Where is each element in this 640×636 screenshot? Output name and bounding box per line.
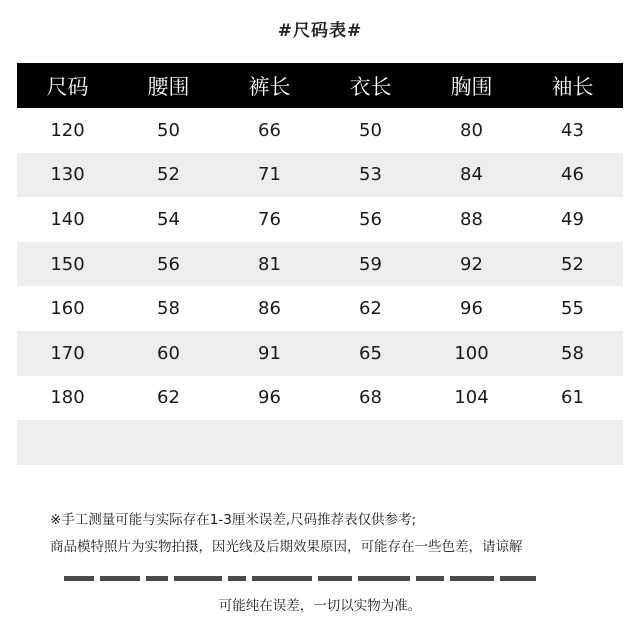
table-cell: 76 [258,208,281,230]
table-cell: 100 [454,342,489,364]
table-header-row [17,63,623,108]
disclaimer-note: 可能纯在误差，一切以实物为准。 [218,598,422,614]
table-cell: 52 [561,253,584,275]
table-cell: 180 [50,387,85,409]
table-cell: 81 [258,253,281,275]
table-cell: 84 [460,164,483,186]
header-cell-pants-length: 裤长 [248,74,291,99]
table-cell: 92 [460,253,483,275]
table-cell: 60 [157,342,180,364]
page-title: #尺码表# [277,21,363,41]
table-cell: 50 [157,119,180,141]
table-cell: 160 [50,298,85,320]
table-row [17,153,623,198]
table-cell: 58 [561,342,584,364]
table-cell: 80 [460,119,483,141]
table-cell: 71 [258,164,281,186]
table-cell: 65 [359,342,382,364]
table-cell: 66 [258,119,281,141]
table-cell: 130 [50,164,85,186]
table-cell: 58 [157,298,180,320]
table-cell: 96 [258,387,281,409]
table-row [17,376,623,421]
table-cell: 86 [258,298,281,320]
table-row [17,197,623,242]
table-cell: 59 [359,253,382,275]
header-cell-size: 尺码 [46,74,89,99]
header-cell-top-length: 衣长 [349,74,392,99]
table-cell: 54 [157,208,180,230]
table-cell: 96 [460,298,483,320]
table-cell: 68 [359,387,382,409]
measurement-note: ※手工测量可能与实际存在1-3厘米误差,尺码推荐表仅供参考; [50,512,417,528]
table-cell: 43 [561,119,584,141]
header-cell-waist: 腰围 [147,74,190,99]
table-cell: 91 [258,342,281,364]
table-cell: 53 [359,164,382,186]
table-row [17,286,623,331]
table-cell: 52 [157,164,180,186]
table-cell: 56 [157,253,180,275]
table-cell: 120 [50,119,85,141]
table-cell: 50 [359,119,382,141]
table-cell: 88 [460,208,483,230]
cropped-text-line [64,576,584,582]
table-row [17,108,623,153]
photo-color-note: 商品模特照片为实物拍摄，因光线及后期效果原因，可能存在一些色差，请谅解 [50,539,523,555]
table-cell: 46 [561,164,584,186]
size-chart-table [17,63,623,465]
table-cell: 56 [359,208,382,230]
table-row [17,242,623,287]
table-cell: 49 [561,208,584,230]
table-cell: 61 [561,387,584,409]
header-cell-sleeve: 袖长 [551,74,594,99]
table-cell: 140 [50,208,85,230]
table-cell: 55 [561,298,584,320]
table-cell: 150 [50,253,85,275]
table-cell: 62 [359,298,382,320]
table-row-empty [17,420,623,465]
table-cell: 62 [157,387,180,409]
table-cell: 170 [50,342,85,364]
header-cell-chest: 胸围 [450,74,493,99]
table-cell: 104 [454,387,489,409]
table-row [17,331,623,376]
